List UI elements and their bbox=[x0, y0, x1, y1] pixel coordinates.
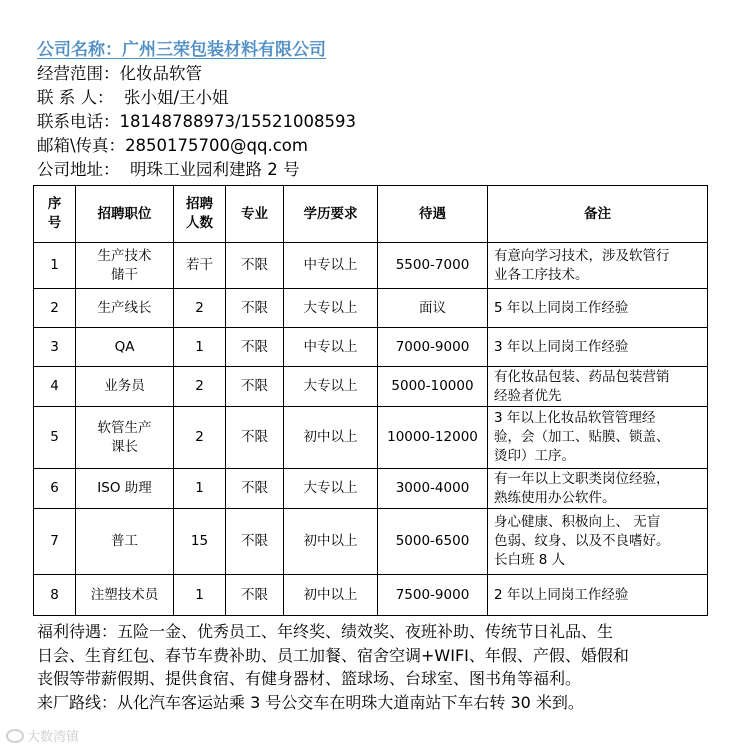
company-name: 公司名称：广州三荣包装材料有限公司 bbox=[37, 40, 326, 60]
cell-position bbox=[76, 575, 174, 616]
cell-no: 8 bbox=[34, 575, 76, 616]
cell-line: 储干 bbox=[111, 266, 138, 283]
cell-note bbox=[488, 509, 708, 575]
cell-line: 身心健康、积极向上、 无盲 bbox=[494, 514, 661, 530]
table-row bbox=[34, 367, 708, 407]
cell-salary: 5000-6500 bbox=[378, 509, 488, 575]
cell-no: 4 bbox=[34, 367, 76, 407]
cell-count: 1 bbox=[174, 328, 226, 367]
cell-line: QA bbox=[114, 338, 135, 355]
cell-line: 业务员 bbox=[104, 378, 145, 394]
cell-major: 不限 bbox=[226, 407, 284, 469]
cell-no: 7 bbox=[34, 509, 76, 575]
cell-line: 软管生产 bbox=[97, 419, 152, 436]
company-header bbox=[37, 38, 717, 182]
cell-major: 不限 bbox=[226, 367, 284, 407]
business-scope bbox=[37, 62, 717, 86]
cell-line: 3 年以上同岗工作经验 bbox=[494, 338, 629, 355]
cell-major: 不限 bbox=[226, 509, 284, 575]
column-header-5 bbox=[378, 186, 488, 243]
business-scope-value: 化妆品软管 bbox=[119, 64, 202, 83]
jobs-table bbox=[33, 185, 708, 616]
column-header-line: 人数 bbox=[186, 215, 213, 231]
cell-count: 1 bbox=[174, 469, 226, 509]
table-body bbox=[34, 243, 708, 616]
column-header-2 bbox=[174, 186, 226, 243]
cell-salary: 7000-9000 bbox=[378, 328, 488, 367]
cell-salary: 5500-7000 bbox=[378, 243, 488, 289]
cell-count: 15 bbox=[174, 509, 226, 575]
contact-person-label: 联 系 人： bbox=[37, 88, 114, 107]
table-row bbox=[34, 407, 708, 469]
column-header-4 bbox=[284, 186, 378, 243]
cell-line: 烫印）工序。 bbox=[494, 448, 575, 464]
column-header-line: 序 bbox=[47, 196, 62, 212]
cell-position bbox=[76, 469, 174, 509]
cell-note bbox=[488, 243, 708, 289]
cell-position bbox=[76, 407, 174, 469]
cell-line: 3 年以上化妆品软管管理经 bbox=[494, 410, 656, 426]
table-row bbox=[34, 243, 708, 289]
company-address-label: 公司地址： bbox=[37, 160, 120, 179]
benefits-line: 日会、生育红包、春节车费补助、员工加餐、宿舍空调+WIFI、年假、产假、婚假和 bbox=[37, 645, 629, 665]
cell-line: 生产技术 bbox=[97, 247, 152, 264]
company-address bbox=[37, 158, 717, 182]
email-fax-value: 2850175700@qq.com bbox=[125, 136, 308, 155]
cell-line: 验，会（加工、贴膜、锁盖、 bbox=[494, 429, 670, 445]
footer bbox=[37, 620, 717, 714]
cell-salary: 面议 bbox=[378, 289, 488, 328]
cell-position bbox=[76, 509, 174, 575]
cell-salary: 10000-12000 bbox=[378, 407, 488, 469]
email-fax bbox=[37, 134, 717, 158]
watermark bbox=[6, 726, 79, 745]
cell-line: 普工 bbox=[111, 533, 138, 549]
cell-line: 有一年以上文职类岗位经验， bbox=[494, 470, 670, 487]
cell-count: 2 bbox=[174, 407, 226, 469]
benefits-line: 福利待遇：五险一金、优秀员工、年终奖、绩效奖、夜班补助、传统节日礼品、生 bbox=[37, 622, 614, 641]
cell-no: 6 bbox=[34, 469, 76, 509]
cell-education: 中专以上 bbox=[284, 328, 378, 367]
cell-no: 3 bbox=[34, 328, 76, 367]
contact-phone-value: 18148788973/15521008593 bbox=[119, 112, 357, 131]
table-row bbox=[34, 328, 708, 367]
cell-count: 2 bbox=[174, 289, 226, 328]
cell-line: 生产线长 bbox=[97, 299, 152, 316]
benefits-line: 丧假等带薪假期、提供食宿、有健身器材、篮球场、台球室、图书角等福利。 bbox=[37, 669, 582, 688]
cell-salary: 3000-4000 bbox=[378, 469, 488, 509]
cell-line: 课长 bbox=[111, 438, 138, 455]
cell-position bbox=[76, 243, 174, 289]
business-scope-label: 经营范围： bbox=[37, 64, 120, 83]
column-header-line: 备注 bbox=[584, 205, 611, 222]
cell-position bbox=[76, 328, 174, 367]
column-header-line: 招聘 bbox=[186, 196, 213, 212]
column-header-1 bbox=[76, 186, 174, 243]
cell-education: 大专以上 bbox=[284, 289, 378, 328]
watermark-logo-icon bbox=[6, 729, 24, 743]
cell-line: 有化妆品包装、药品包装营销 bbox=[494, 368, 670, 385]
cell-major: 不限 bbox=[226, 328, 284, 367]
cell-education: 初中以上 bbox=[284, 407, 378, 469]
contact-person bbox=[37, 86, 717, 110]
table-row bbox=[34, 575, 708, 616]
column-header-6 bbox=[488, 186, 708, 243]
column-header-line: 待遇 bbox=[419, 205, 446, 222]
cell-major: 不限 bbox=[226, 575, 284, 616]
cell-salary: 7500-9000 bbox=[378, 575, 488, 616]
cell-salary: 5000-10000 bbox=[378, 367, 488, 407]
cell-count: 2 bbox=[174, 367, 226, 407]
column-header-line: 学历要求 bbox=[303, 205, 358, 222]
cell-major: 不限 bbox=[226, 289, 284, 328]
cell-education: 大专以上 bbox=[284, 367, 378, 407]
table-row bbox=[34, 509, 708, 575]
cell-education: 大专以上 bbox=[284, 469, 378, 509]
route-text: 来厂路线：从化汽车客运站乘 3 号公交车在明珠大道南站下车右转 30 米到。 bbox=[37, 692, 584, 712]
cell-line: 2 年以上同岗工作经验 bbox=[494, 586, 629, 603]
cell-count: 若干 bbox=[174, 243, 226, 289]
cell-position bbox=[76, 367, 174, 407]
table-row bbox=[34, 469, 708, 509]
column-header-3 bbox=[226, 186, 284, 243]
watermark-text: 大数湾镇 bbox=[27, 730, 80, 745]
cell-line: 熟练使用办公软件。 bbox=[494, 489, 616, 506]
cell-note bbox=[488, 575, 708, 616]
cell-note bbox=[488, 407, 708, 469]
contact-phone-label: 联系电话： bbox=[37, 112, 120, 131]
cell-note bbox=[488, 469, 708, 509]
cell-education: 初中以上 bbox=[284, 509, 378, 575]
cell-line: 注塑技术员 bbox=[90, 586, 159, 603]
cell-line: 经验者优先 bbox=[494, 387, 562, 404]
contact-person-value: 张小姐/王小姐 bbox=[124, 88, 229, 107]
cell-major: 不限 bbox=[226, 243, 284, 289]
cell-education: 中专以上 bbox=[284, 243, 378, 289]
contact-phone bbox=[37, 110, 717, 134]
cell-education: 初中以上 bbox=[284, 575, 378, 616]
column-header-line: 专业 bbox=[241, 205, 268, 222]
cell-major: 不限 bbox=[226, 469, 284, 509]
cell-line: 有意向学习技术，涉及软管行 bbox=[494, 247, 670, 264]
benefits-text bbox=[37, 620, 717, 691]
cell-line: 5 年以上同岗工作经验 bbox=[494, 299, 629, 316]
table-header-row bbox=[34, 186, 708, 243]
cell-line: 长白班 8 人 bbox=[494, 552, 566, 568]
cell-line: 色弱、纹身、以及不良嗜好。 bbox=[494, 533, 670, 549]
cell-note bbox=[488, 367, 708, 407]
cell-note bbox=[488, 328, 708, 367]
cell-note bbox=[488, 289, 708, 328]
table-row bbox=[34, 289, 708, 328]
cell-position bbox=[76, 289, 174, 328]
column-header-0 bbox=[34, 186, 76, 243]
cell-line: 业各工序技术。 bbox=[494, 266, 589, 283]
cell-no: 1 bbox=[34, 243, 76, 289]
email-fax-label: 邮箱\传真： bbox=[37, 136, 126, 155]
cell-no: 5 bbox=[34, 407, 76, 469]
cell-count: 1 bbox=[174, 575, 226, 616]
column-header-line: 号 bbox=[47, 215, 62, 231]
cell-no: 2 bbox=[34, 289, 76, 328]
column-header-line: 招聘职位 bbox=[97, 205, 152, 222]
company-address-value: 明珠工业园利建路 2 号 bbox=[130, 160, 300, 179]
cell-line: ISO 助理 bbox=[97, 480, 152, 496]
